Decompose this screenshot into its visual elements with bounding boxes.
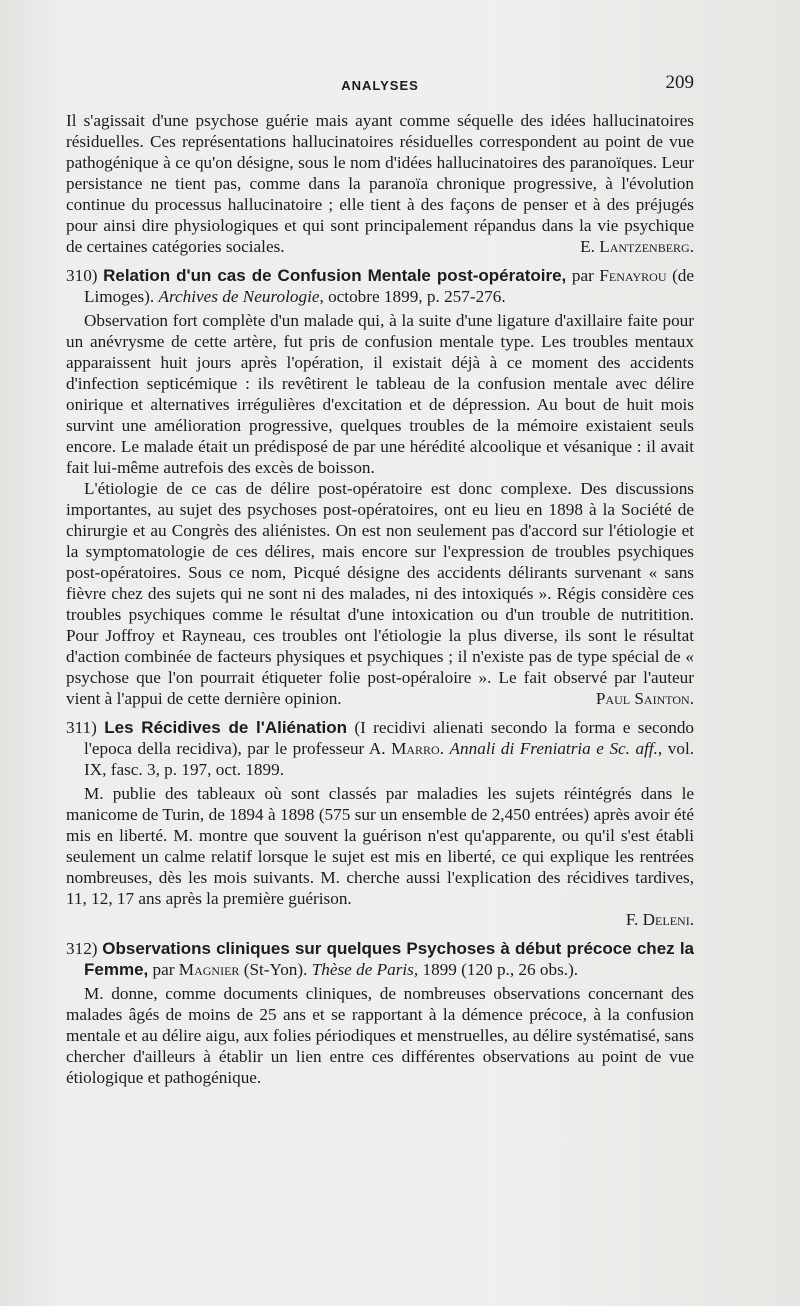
entry-310-journal: Archives de Neurologie,	[158, 287, 324, 306]
entry-311-heading	[66, 717, 694, 780]
entry-312-number: 312)	[66, 939, 98, 958]
entry-311-details: vol. IX, fasc. 3, p. 197, oct. 1899.	[84, 739, 695, 779]
entry-310-paragraph-2-text: L'étiologie de ce cas de délire post-opératoire est donc complexe. Des discussions importantes, au sujet des psychoses post-opératoires, ont eu lieu en 1898 à la Société de chirurgie et au Congrès des aliénistes. On est non seulement pas d'accord sur l'étiologie et la symptomatologie de ces délires, mais encore sur l'expression de troubles psychiques post-opératoires. Sous ce nom, Picqué désigne des accidents délirants survenant « sans fièvre chez des sujets qui ne sont ni des malades, ni des intoxiqués ». Régis considère ces troubles psychiques comme le résultat d'une intoxication ou d'un trouble de nutritition. Pour Joffroy et Rayneau, ces troubles ont l'étiologie la plus diverse, ils sont le résultat d'action combinée de facteurs physiques et psychiques ; il n'existe pas de type spécial de « psychose que l'on pourrait étiqueter folie post-opéraloire ». Le fait observé par l'auteur vient à l'appui de cette dernière opinion.	[66, 479, 694, 708]
entry-312-by: par	[152, 960, 175, 979]
entry-311-paragraph-1: M. publie des tableaux où sont classés par maladies les sujets réintégrés dans le manicome de Turin, de 1894 à 1898 (575 sur un ensemble de 2,450 entrées) après avoir été mis en liberté. M. montre que souvent la guérison n'est qu'apparente, ou qu'il s'est établi seulement un calme relatif lorsque le sujet est mis en liberté, ce qui explique les rentrées nombreuses, dès les mois suivants. M. cherche aussi l'explication des récidives tardives, 11, 12, 17 ans après la première guérison.	[66, 784, 694, 908]
entry-310-by: par	[571, 266, 594, 285]
entry-310-signature: Paul Sainton.	[595, 689, 694, 708]
entry-310-meta: (de Limoges).	[84, 266, 695, 306]
entry-310-number: 310)	[66, 266, 98, 285]
entry-310-author: Fenayrou	[599, 266, 667, 285]
entry-311-signature: F. Deleni.	[625, 910, 694, 929]
running-title: ANALYSES	[341, 78, 419, 93]
entry-312-journal: Thèse de Paris,	[311, 960, 419, 979]
entry-312-author: Magnier	[178, 960, 240, 979]
entry-311-meta: (I recidivi alienati secondo la forma e secondo l'epoca della recidiva), par le professeur A.	[84, 718, 695, 758]
entry-312-paragraph-1: M. donne, comme documents cliniques, de nombreuses observations concernant des malades âgés de moins de 25 ans et se rapportant à la démence précoce, à la confusion mentale et au délire aigu, aux folies périodiques et menstruelles, au délire systématisé, sans chercher d'ailleurs à établir un lien entre ces différentes observations au point de vue étiologique et pathogénique.	[66, 984, 694, 1087]
entry-310-heading	[66, 265, 694, 307]
entry-311-number: 311)	[66, 718, 97, 737]
entry-310-paragraph-1: Observation fort complète d'un malade qui, à la suite d'une ligature d'axillaire faite pour un anévrysme de cette artère, fut pris de confusion mentale type. Les troubles mentaux apparaissent huit jours après l'opération, il existait déjà à ce moment des accidents d'infection septicémique : ils revêtirent le tableau de la confusion mentale avec délire onirique et alternatives irrégulières d'excitation et de dépression. Au bout de huit mois survint une amélioration progressive, quelques troubles de la mémoire existaient seuls encore. Le malade était un prédisposé de par une hérédité alcoolique et vésanique : il avait fait lui-même autrefois des excès de boisson.	[66, 311, 694, 477]
entry-311-title: Les Récidives de l'Aliénation	[104, 718, 347, 737]
entry-310-details: octobre 1899, p. 257-276.	[328, 287, 506, 306]
body-text	[66, 110, 694, 1088]
entry-310-paragraph-2	[66, 478, 694, 709]
page-number: 209	[665, 72, 694, 93]
entry-312-meta: (St-Yon).	[243, 960, 308, 979]
entry-312-heading	[66, 938, 694, 980]
intro-signature: E. Lantzenberg.	[580, 237, 694, 256]
entry-310-title: Relation d'un cas de Confusion Mentale post-opératoire,	[103, 266, 567, 285]
entry-312-details: 1899 (120 p., 26 obs.).	[422, 960, 579, 979]
page-header	[66, 72, 694, 98]
entry-312-title: Observations cliniques sur quelques Psychoses à début précoce chez la Femme,	[84, 939, 694, 979]
intro-text: Il s'agissait d'une psychose guérie mais ayant comme séquelle des idées hallucinatoires résiduelles. Ces représentations hallucinatoires résiduelles correspondent au point de vue pathogénique à ce qu'on désigne, sous le nom d'idées hallucinatoires des paranoïques. Leur persistance ne tient pas, comme dans la paranoïa chronique progressive, à l'évolution continue du processus hallucinatoire ; elle tient à des façons de penser et à des préjugés pour ainsi dire physiologiques et qui sont principalement répandus dans la vie psychique de certaines catégories sociales.	[66, 111, 694, 256]
intro-paragraph	[66, 110, 694, 257]
entry-311-author: Marro.	[391, 739, 445, 758]
entry-311-journal: Annali di Freniatria e Sc. aff.,	[449, 739, 663, 758]
